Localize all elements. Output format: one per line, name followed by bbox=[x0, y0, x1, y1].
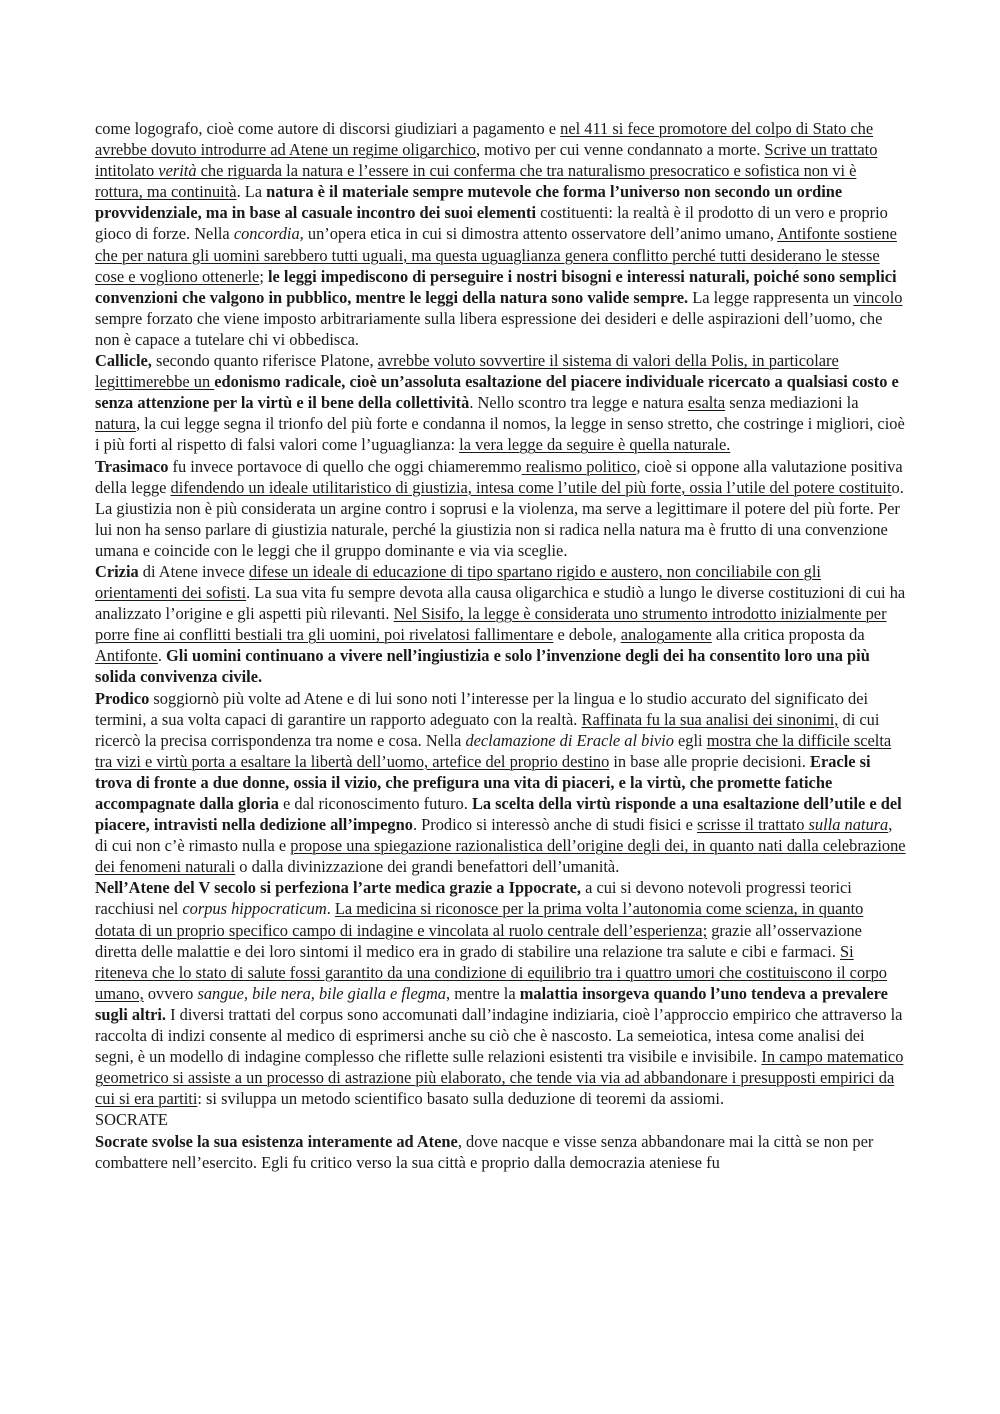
text-run: la vera legge da seguire è quella naturale. bbox=[459, 435, 731, 455]
text-run: e debole, bbox=[553, 625, 621, 645]
text-run: o. La giustizia non è più considerata un argine contro i soprusi e la violenza, ma serve a legittimare il potere del più forte. Per lui non ha senso parlare di giustizia naturale, perché la giustizia non si radica nella natura ma è frutto di una convenzione umana e coincide con le leggi che il gruppo dominante e via via sceglie. bbox=[95, 477, 904, 560]
text-run: nel 411 si fece promotore del colpo di Stato che avrebbe dovuto introdurre ad Atene un regime oligarchico bbox=[95, 119, 874, 160]
text-run: I diversi trattati del corpus sono accomunati dall’indagine indiziaria, cioè l’approccio empirico che attraverso la raccolta di indizi consente al medico di esprimersi anche su ciò che è nascosto. La semeiotica, intesa come analisi dei segni, è un modello di indagine complesso che riflette sulle relazioni esistenti tra visibile e invisibile. bbox=[95, 1004, 903, 1067]
text-run: Raffinata fu la sua analisi dei sinonimi, bbox=[581, 709, 839, 729]
text-run: Prodico bbox=[95, 688, 150, 708]
text-run: ; bbox=[259, 266, 268, 286]
text-run: , di cui non c’è rimasto nulla e bbox=[95, 815, 893, 856]
text-run: , dove nacque e visse senza abbandonare mai la città se non per combattere nell’esercito. Egli fu critico verso la sua città e proprio dalla democrazia ateniese fu bbox=[95, 1131, 874, 1172]
text-run: , cioè si oppone alla valutazione positiva della legge bbox=[95, 456, 903, 497]
text-run: che riguarda la natura e l’essere in cui conferma che tra naturalismo presocratico e sofistica non vi è rottura, ma continuità bbox=[95, 161, 857, 202]
text-run: , mentre la bbox=[446, 983, 520, 1003]
text-run: avrebbe voluto sovvertire il sistema di valori della Polis, in particolare legittimerebbe un bbox=[95, 351, 839, 392]
paragraph bbox=[95, 1131, 907, 1173]
paragraph bbox=[95, 456, 907, 561]
text-run: : si sviluppa un metodo scientifico basato sulla deduzione di teoremi da assiomi. bbox=[197, 1089, 725, 1109]
text-run: Gli uomini continuano a vivere nell’ingiustizia e solo l’invenzione degli dei ha consentito loro una più solida convivenza civile. bbox=[95, 646, 870, 687]
text-run: . La bbox=[236, 182, 267, 202]
paragraph bbox=[95, 1109, 907, 1130]
text-run: . Prodico si interessò anche di studi fisici e bbox=[412, 815, 697, 835]
text-run: mostra che la difficile scelta tra vizi e virtù porta a esaltare la libertà dell’uomo, artefice del proprio destino bbox=[95, 730, 892, 771]
text-run: declamazione di Eracle al bivio bbox=[465, 730, 674, 750]
text-run: egli bbox=[673, 730, 707, 750]
text-run: , un’opera etica in cui si dimostra attento osservatore dell’animo umano, bbox=[299, 224, 778, 244]
text-run: edonismo radicale, cioè un’assoluta esaltazione del piacere individuale ricercato a qualsiasi costo e senza attenzione per la virtù e il bene della collettività bbox=[95, 372, 899, 413]
text-run: realismo politico bbox=[521, 456, 637, 476]
text-run: scrisse il trattato bbox=[697, 815, 809, 835]
text-run: Scrive un trattato intitolato bbox=[95, 140, 878, 181]
text-run: le leggi impediscono di perseguire i nostri bisogni e interessi naturali, poiché sono semplici convenzioni che valgono in pubblico, mentre le leggi della natura sono valide sempre. bbox=[95, 266, 897, 307]
text-run: ovvero bbox=[143, 983, 198, 1003]
text-run: , motivo per cui venne condannato a morte. bbox=[475, 140, 765, 160]
text-run: Nell’Atene del V secolo si perfeziona l’arte medica grazie a Ippocrate, bbox=[95, 878, 581, 898]
text-run: Trasimaco bbox=[95, 456, 169, 476]
text-run: senza mediazioni la bbox=[725, 393, 859, 413]
text-run: come logografo, cioè come autore di discorsi giudiziari a pagamento e bbox=[95, 119, 561, 138]
text-run: SOCRATE bbox=[95, 1110, 168, 1130]
text-run: La legge rappresenta un bbox=[688, 287, 854, 307]
text-run: Nel Sisifo, la legge è considerata uno strumento introdotto inizialmente per porre fine ai conflitti bestiali tra gli uomini, poi rivelatosi fallimentare bbox=[95, 604, 887, 645]
text-run: alla critica proposta da bbox=[711, 625, 865, 645]
text-run: sulla natura bbox=[808, 815, 889, 835]
text-run: Si riteneva che lo stato di salute fossi garantito da una condizione di equilibrio tra i quattro umori che costituiscono il corpo umano, bbox=[95, 941, 888, 1003]
text-run: soggiornò più volte ad Atene e di lui sono noti l’interesse per la lingua e lo studio accurato del significato dei termini, a sua volta capaci di garantire un rapporto adeguato con la realtà. bbox=[95, 688, 869, 729]
text-run: sangue, bile nera, bile gialla e flegma bbox=[197, 983, 446, 1003]
text-run: Crizia bbox=[95, 561, 139, 581]
text-run: grazie all’osservazione diretta delle malattie e dei loro sintomi il medico era in grado di stabilire una relazione tra salute e cibi e farmaci. bbox=[95, 920, 862, 961]
paragraph bbox=[95, 350, 907, 455]
text-run: malattia insorgeva quando l’uno tendeva a prevalere sugli altri. bbox=[95, 983, 888, 1024]
text-run: corpus hippocraticum bbox=[182, 899, 327, 919]
text-run: fu invece portavoce di quello che oggi chiameremmo bbox=[168, 456, 522, 476]
text-run: La scelta della virtù risponde a una esaltazione dell’utile e del piacere, intravisti nella dedizione all’impegno bbox=[95, 794, 902, 835]
text-run: . Nello scontro tra legge e natura bbox=[469, 393, 688, 413]
text-run: , la cui legge segna il trionfo del più forte e condanna il nomos, la legge in senso stretto, che costringe i migliori, cioè i più forti al rispetto di falsi valori come l’uguaglianza: bbox=[95, 414, 905, 455]
text-run: e dal riconoscimento futuro. bbox=[278, 794, 472, 813]
paragraph bbox=[95, 118, 907, 350]
paragraph bbox=[95, 561, 907, 688]
text-run: o dalla divinizzazione dei grandi benefattori dell’umanità. bbox=[235, 857, 620, 877]
text-run: di Atene invece bbox=[138, 561, 249, 581]
text-run: . La sua vita fu sempre devota alla causa oligarchica e studiò a lungo le diverse costituzioni di cui ha analizzato l’origine e gli aspetti più rilevanti. bbox=[95, 583, 906, 624]
text-run: Antifonte sostiene che per natura gli uomini sarebbero tutti uguali, ma questa uguaglianza genera conflitto perché tutti desiderano le stesse cose e vogliono ottenerle bbox=[95, 224, 897, 286]
text-run: In campo matematico geometrico si assiste a un processo di astrazione più elaborato, che tende via via ad abbandonare i presupposti empirici da cui si era partiti bbox=[95, 1047, 904, 1109]
text-run: di cui ricercò la precisa corrispondenza tra nome e cosa. Nella bbox=[95, 709, 880, 750]
text-run: difese un ideale di educazione di tipo spartano rigido e austero, non conciliabile con gli orientamenti dei sofisti bbox=[95, 561, 821, 603]
text-run: a cui si devono notevoli progressi teorici racchiusi nel bbox=[95, 878, 852, 919]
text-run: natura è il materiale sempre mutevole che forma l’universo non secondo un ordine provvidenziale, ma in base al casuale incontro dei suoi elementi bbox=[95, 182, 843, 223]
text-run: vincolo bbox=[853, 287, 903, 307]
paragraph bbox=[95, 688, 907, 878]
text-run: difendendo un ideale utilitaristico di giustizia, intesa come l’utile del più forte, ossia l’utile del potere costituit bbox=[170, 477, 892, 497]
text-run: Antifonte bbox=[95, 646, 158, 666]
text-run: natura bbox=[95, 414, 136, 434]
text-run: analogamente bbox=[620, 625, 712, 645]
text-run: propose una spiegazione razionalistica dell’origine degli dei, in quanto nati dalla celebrazione dei fenomeni naturali bbox=[95, 836, 906, 877]
paragraph bbox=[95, 877, 907, 1109]
text-run: Callicle, bbox=[95, 351, 152, 371]
text-run: verità bbox=[158, 161, 197, 181]
text-run: sempre forzato che viene imposto arbitrariamente sulla libera espressione dei desideri e delle aspirazioni dell’uomo, che non è capace a tutelare chi vi obbedisca. bbox=[95, 308, 883, 349]
text-run: concordia bbox=[233, 224, 300, 244]
text-run: secondo quanto riferisce Platone, bbox=[151, 351, 378, 371]
document-page bbox=[95, 118, 907, 1173]
text-run: . bbox=[157, 646, 167, 666]
text-run: in base alle proprie decisioni. bbox=[609, 751, 811, 771]
text-run: esalta bbox=[687, 393, 726, 413]
text-run: Socrate svolse la sua esistenza interamente ad Atene bbox=[95, 1131, 458, 1151]
text-run: La medicina si riconosce per la prima volta l’autonomia come scienza, in quanto dotata di un proprio specifico campo di indagine e vincolata al ruolo centrale dell’esperienza; bbox=[95, 899, 864, 940]
text-run: . bbox=[326, 899, 335, 919]
text-run: costituenti: la realtà è il prodotto di un vero e proprio gioco di forze. Nella bbox=[95, 203, 888, 244]
text-run: Eracle si trova di fronte a due donne, ossia il vizio, che prefigura una vita di piaceri, e la virtù, che promette fatiche accompagnate dalla gloria bbox=[95, 751, 871, 813]
